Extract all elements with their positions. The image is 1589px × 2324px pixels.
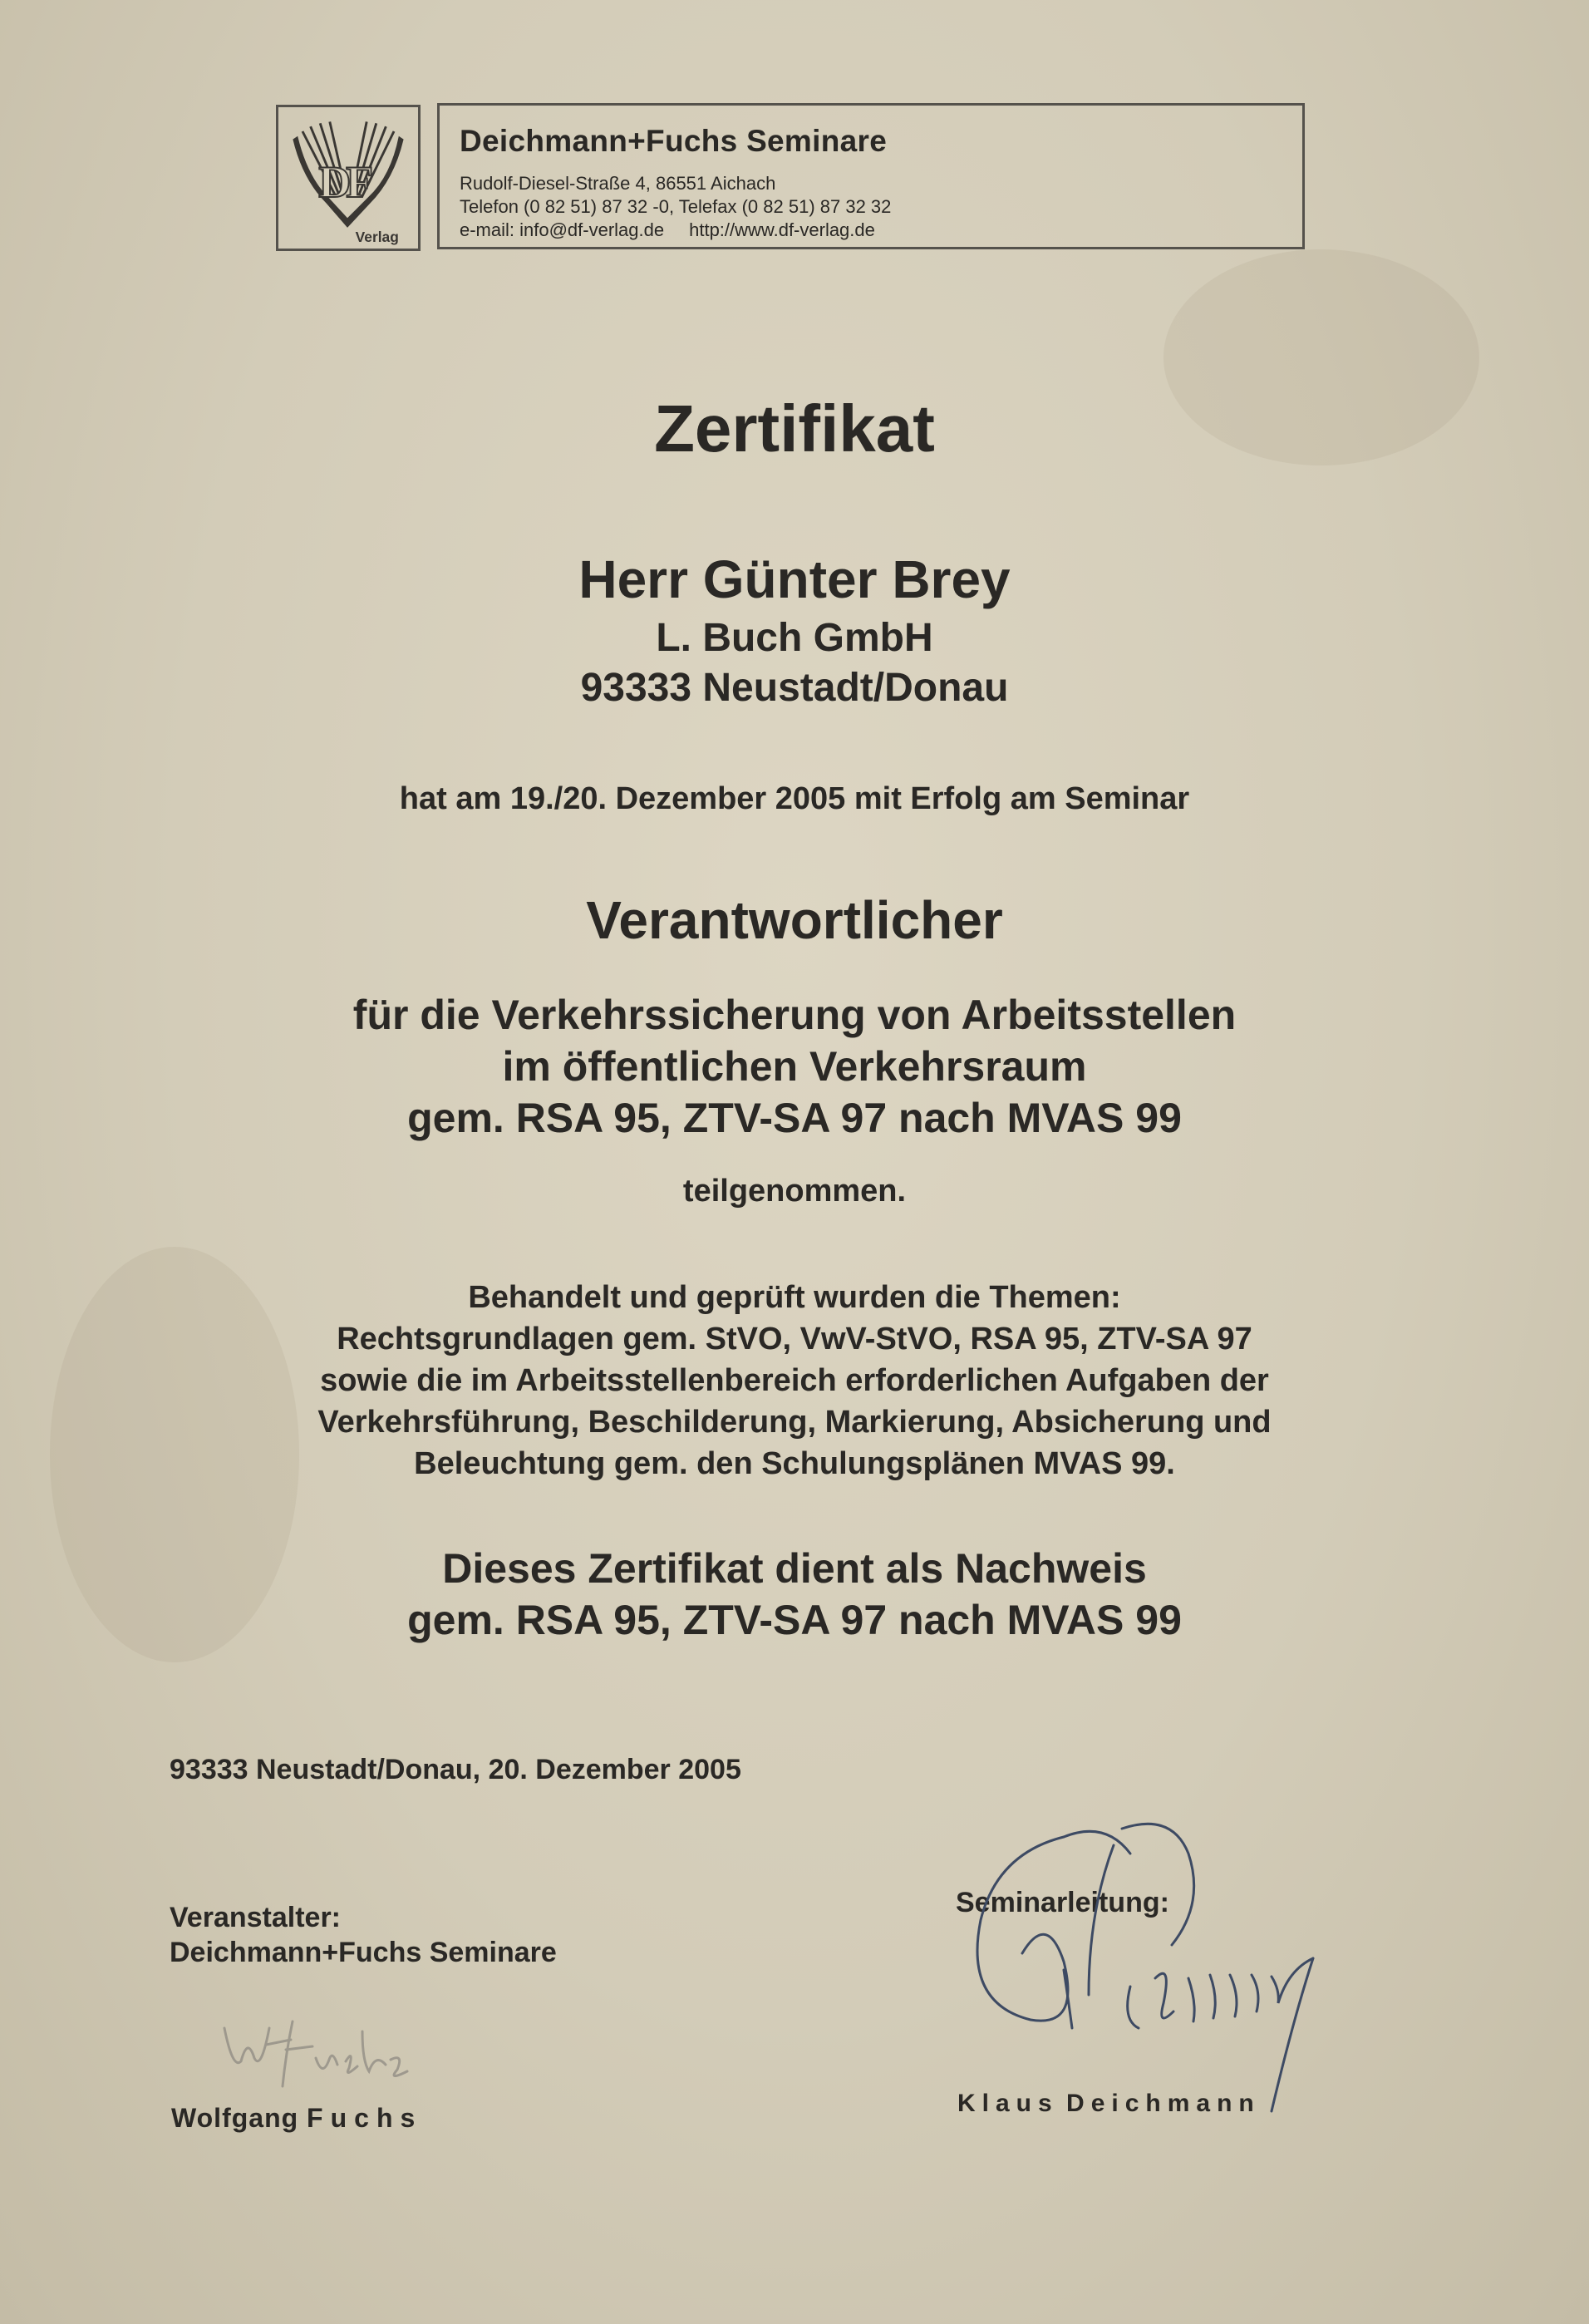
certificate-title: Zertifikat [654,391,935,465]
topics-line: sowie die im Arbeitsstellenbereich erforderlichen Aufgaben der [320,1363,1269,1398]
proof-statement [0,1543,1589,1646]
recipient-name: Herr Günter Brey [578,549,1011,609]
signature-deichmann [922,1804,1388,2120]
proof-line: gem. RSA 95, ZTV-SA 97 nach MVAS 99 [407,1597,1182,1643]
df-verlag-logo [276,105,421,251]
seminar-subtitle [0,989,1589,1144]
subtitle-line: für die Verkehrssicherung von Arbeitsstellen [352,992,1237,1038]
signer-right [957,2090,1261,2118]
svg-text:D: D [318,157,352,208]
topics-line: Behandelt und geprüft wurden die Themen: [468,1280,1121,1315]
topics-block [0,1277,1589,1485]
organizer-label: Veranstalter: [170,1902,341,1933]
signer-left [171,2103,422,2134]
seminar-lead-label: Seminarleitung: [956,1887,1169,1918]
letterhead-contact [460,219,1302,242]
signature-fuchs [199,1978,440,2103]
letterhead [437,103,1305,249]
letterhead-company: Deichmann+Fuchs Seminare [460,124,888,158]
topics-line: Rechtsgrundlagen gem. StVO, VwV-StVO, RSA 95, ZTV-SA 97 [337,1322,1252,1356]
organizer-block [170,1900,557,1970]
proof-line: Dieses Zertifikat dient als Nachweis [442,1545,1147,1592]
letterhead-phone: Telefon (0 82 51) 87 32 -0, Telefax (0 82 51) 87 32 32 [460,196,892,217]
letterhead-email: e-mail: info@df-verlag.de [460,219,665,240]
svg-text:F: F [346,157,374,208]
place-date: 93333 Neustadt/Donau, 20. Dezember 2005 [170,1754,741,1785]
recipient-city: 93333 Neustadt/Donau [580,666,1009,710]
seminar-role: Verantwortlicher [586,890,1003,950]
topics-line: Beleuchtung gem. den Schulungsplänen MVAS 99. [414,1446,1175,1481]
signer-left-first: Wolfgang [171,2103,299,2133]
letterhead-web: http://www.df-verlag.de [689,219,875,240]
book-logo-icon [278,107,418,249]
subtitle-line: gem. RSA 95, ZTV-SA 97 nach MVAS 99 [407,1095,1182,1141]
letterhead-address: Rudolf-Diesel-Straße 4, 86551 Aichach [460,173,776,194]
recipient-company: L. Buch GmbH [656,616,933,660]
subtitle-line: im öffentlichen Verkehrsraum [502,1043,1087,1090]
svg-text:Verlag: Verlag [355,229,399,246]
signer-right-last: Deichmann [1066,2090,1261,2117]
signer-right-first: Klaus [957,2090,1059,2117]
participated-text: teilgenommen. [682,1174,907,1209]
signer-left-last: Fuchs [307,2103,423,2133]
topics-line: Verkehrsführung, Beschilderung, Markierung, Absicherung und [317,1405,1272,1440]
intro-text: hat am 19./20. Dezember 2005 mit Erfolg am Seminar [399,781,1190,816]
organizer-name: Deichmann+Fuchs Seminare [170,1937,557,1968]
